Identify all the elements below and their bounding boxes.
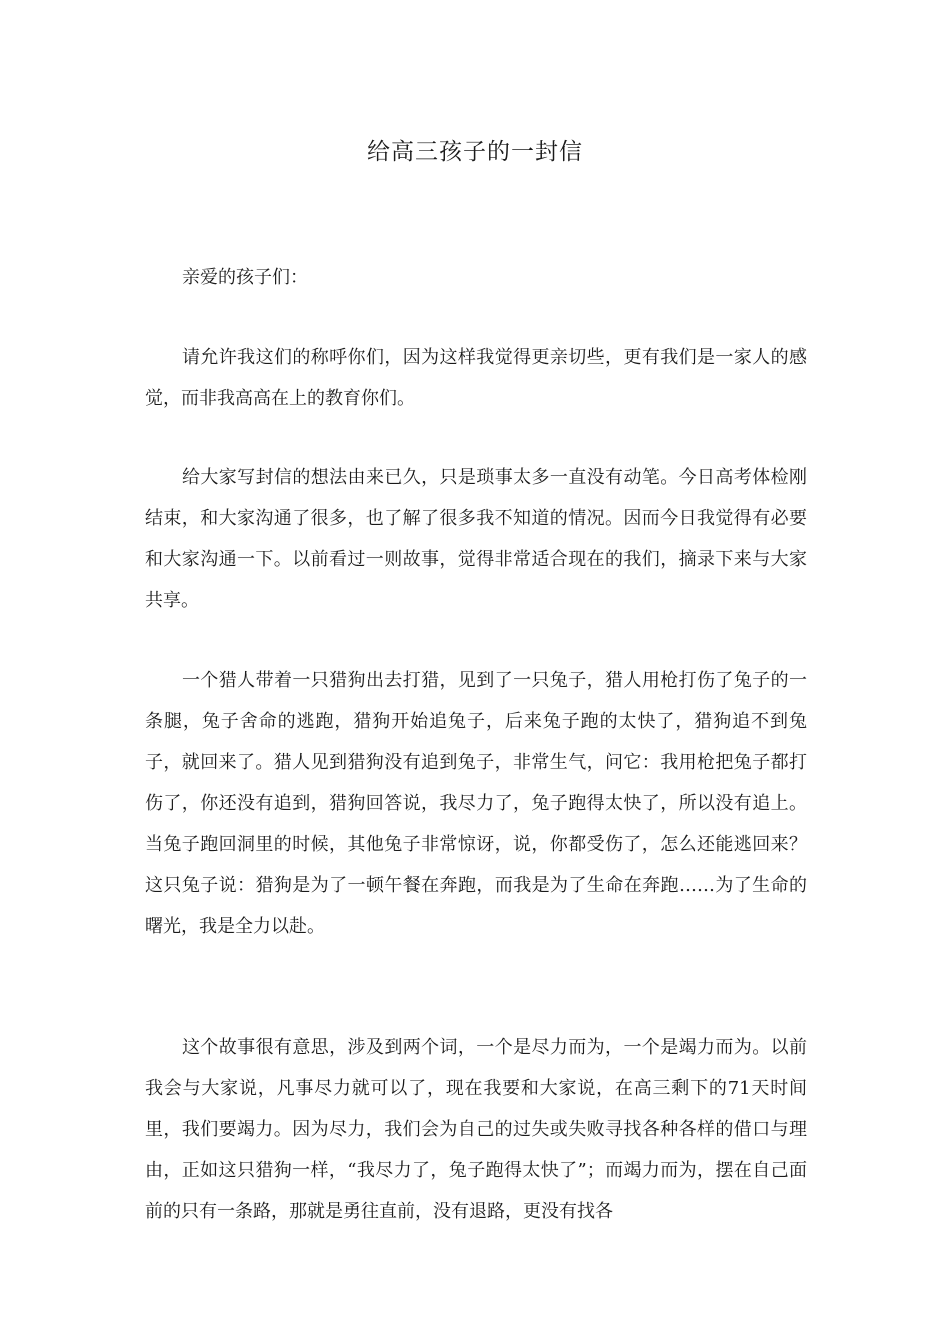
- paragraph-3: 一个猎人带着一只猎狗出去打猎，见到了一只兔子，猎人用枪打伤了兔子的一条腿，兔子舍命的逃跑，猎狗开始追兔子，后来兔子跑的太快了，猎狗追不到兔子，就回来了。猎人见到猎狗没有追到兔子，非常生气，问它：我用枪把兔子都打伤了，你还没有追到，猎狗回答说，我尽力了，兔子跑得太快了，所以没有追上。当兔子跑回洞里的时候，其他兔子非常惊讶，说，你都受伤了，怎么还能逃回来？这只兔子说：猎狗是为了一顿午餐在奔跑，而我是为了生命在奔跑……为了生命的曙光，我是全力以赴。: [145, 670, 807, 937]
- paragraph-4: 这个故事很有意思，涉及到两个词，一个是尽力而为，一个是竭力而为。以前我会与大家说，凡事尽力就可以了，现在我要和大家说，在高三剩下的71天时间里，我们要竭力。因为尽力，我们会为自己的过失或失败寻找各种各样的借口与理由，正如这只猎狗一样，“我尽力了，兔子跑得太快了”；而竭力而为，摆在自己面前的只有一条路，那就是勇往直前，没有退路，更没有找各: [145, 1037, 807, 1222]
- paragraph-1: 请允许我这们的称呼你们，因为这样我觉得更亲切些，更有我们是一家人的感觉，而非我高高在上的教育你们。: [145, 347, 807, 409]
- page-title: 给高三孩子的一封信: [367, 139, 583, 165]
- paragraph-2: 给大家写封信的想法由来已久，只是琐事太多一直没有动笔。今日高考体检刚结束，和大家沟通了很多，也了解了很多我不知道的情况。因而今日我觉得有必要和大家沟通一下。以前看过一则故事，觉得非常适合现在的我们，摘录下来与大家共享。: [145, 467, 807, 611]
- salutation: 亲爱的孩子们：: [182, 267, 308, 288]
